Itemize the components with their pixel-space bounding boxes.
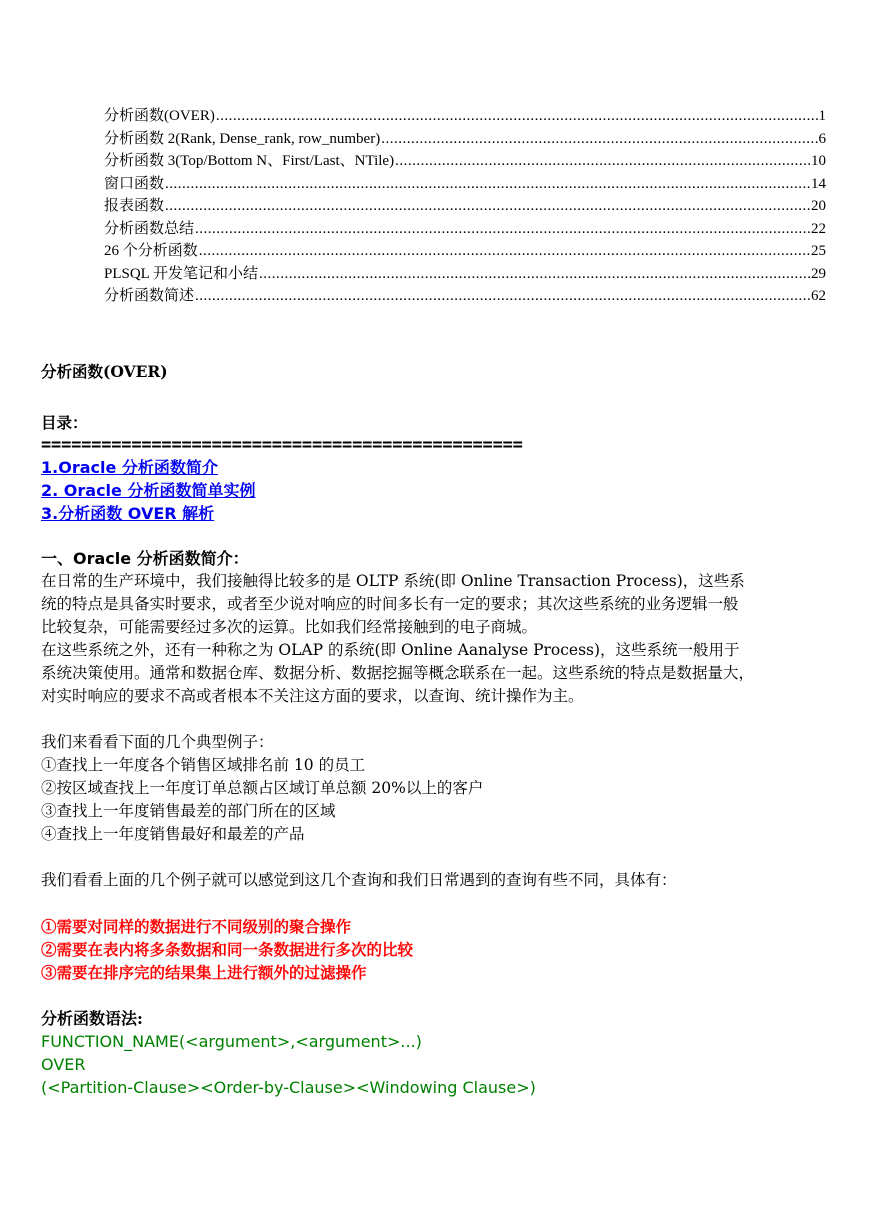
toc-entry-page: 14 (811, 175, 826, 192)
toc-entry-title: 26 个分析函数 (104, 243, 198, 259)
difference-item: ①需要对同样的数据进行不同级别的聚合操作 (41, 917, 352, 936)
toc-entry[interactable] (104, 239, 826, 262)
toc-leader-dots (259, 266, 810, 283)
spacer (41, 846, 831, 869)
contents-links (41, 456, 831, 525)
separator-rule: ================================================ (41, 435, 523, 455)
intro-paragraph (41, 570, 831, 708)
toc-entry-page: 29 (811, 265, 826, 282)
contents-link-over[interactable]: 3.分析函数 OVER 解析 (41, 504, 215, 523)
toc-entry[interactable] (104, 149, 826, 172)
toc-entry[interactable] (104, 172, 826, 195)
toc-entry-title: 分析函数总结 (104, 220, 195, 237)
toc-entry-page: 20 (811, 198, 826, 214)
toc-entry-title: 报表函数 (104, 198, 165, 214)
contents-link-examples[interactable]: 2. Oracle 分析函数简单实例 (41, 481, 256, 500)
intro-heading: 一、Oracle 分析函数简介： (41, 549, 249, 568)
toc-entry-page: 10 (811, 153, 826, 169)
paragraph-line: 在日常的生产环境中，我们接触得比较多的是 OLTP 系统(即 Online Transaction Process)，这些系 (41, 572, 745, 590)
example-item: ①查找上一年度各个销售区域排名前 10 的员工 (41, 756, 366, 774)
toc-entry-page: 25 (811, 243, 826, 259)
paragraph-line: 系统决策使用。通常和数据仓库、数据分析、数据挖掘等概念联系在一起。这些系统的特点是数据量大， (41, 664, 755, 682)
difference-item: ③需要在排序完的结果集上进行额外的过滤操作 (41, 963, 367, 982)
toc-leader-dots (216, 108, 818, 125)
toc-entry-page: 22 (811, 220, 826, 237)
observation-text: 我们看看上面的几个例子就可以感觉到这几个查询和我们日常遇到的查询有些不同，具体有： (41, 871, 677, 889)
toc-entry[interactable] (104, 104, 826, 127)
table-of-contents (104, 104, 826, 307)
toc-entry[interactable] (104, 284, 826, 307)
paragraph-line: 比较复杂，可能需要经过多次的运算。比如我们经常接触到的电子商城。 (41, 618, 538, 636)
syntax-heading: 分析函数语法: (41, 1009, 143, 1028)
document-body (41, 360, 831, 1099)
paragraph-line: 对实时响应的要求不高或者根本不关注这方面的要求，以查询、统计操作为主。 (41, 687, 584, 705)
syntax-line: (<Partition-Clause><Order-by-Clause><Windowing Clause>) (41, 1078, 536, 1097)
toc-leader-dots (165, 176, 810, 193)
syntax-code (41, 1030, 831, 1099)
toc-entry-page: 62 (811, 288, 826, 304)
toc-leader-dots (199, 243, 810, 260)
toc-entry[interactable] (104, 262, 826, 285)
toc-leader-dots (195, 288, 810, 305)
differences-list (41, 915, 831, 984)
examples-block (41, 731, 831, 846)
paragraph-line: 在这些系统之外，还有一种称之为 OLAP 的系统(即 Online Aanalyse Process)，这些系统一般用于 (41, 641, 740, 659)
toc-entry-page: 1 (818, 108, 826, 124)
example-item: ④查找上一年度销售最好和最差的产品 (41, 825, 305, 843)
toc-entry[interactable] (104, 194, 826, 217)
spacer (41, 892, 831, 915)
paragraph-line: 统的特点是具备实时要求，或者至少说对响应的时间多长有一定的要求；其次这些系统的业务逻辑一般 (41, 595, 739, 613)
toc-entry[interactable] (104, 127, 826, 150)
toc-leader-dots (395, 153, 810, 170)
toc-entry-title: 分析函数 3(Top/Bottom N、First/Last、NTile) (104, 153, 395, 169)
toc-entry-title: 分析函数简述 (104, 288, 195, 304)
toc-leader-dots (381, 131, 817, 148)
toc-leader-dots (195, 221, 810, 238)
toc-leader-dots (165, 198, 810, 215)
example-item: ③查找上一年度销售最差的部门所在的区域 (41, 802, 336, 820)
syntax-line: OVER (41, 1055, 86, 1074)
example-item: ②按区域查找上一年度订单总额占区域订单总额 20%以上的客户 (41, 779, 484, 797)
difference-item: ②需要在表内将多条数据和同一条数据进行多次的比较 (41, 940, 414, 959)
examples-intro: 我们来看看下面的几个典型例子： (41, 733, 274, 751)
toc-entry-title: 窗口函数 (104, 175, 165, 192)
syntax-line: FUNCTION_NAME(<argument>,<argument>...) (41, 1032, 422, 1051)
section-title: 分析函数(OVER) (41, 362, 168, 381)
toc-entry-title: PLSQL 开发笔记和小结 (104, 265, 259, 282)
contents-label: 目录： (41, 413, 88, 432)
toc-entry-page: 6 (818, 130, 826, 147)
toc-entry-title: 分析函数(OVER) (104, 108, 215, 124)
toc-entry-title: 分析函数 2(Rank, Dense_rank, row_number) (104, 130, 381, 147)
toc-entry[interactable] (104, 217, 826, 240)
contents-link-intro[interactable]: 1.Oracle 分析函数简介 (41, 458, 218, 477)
